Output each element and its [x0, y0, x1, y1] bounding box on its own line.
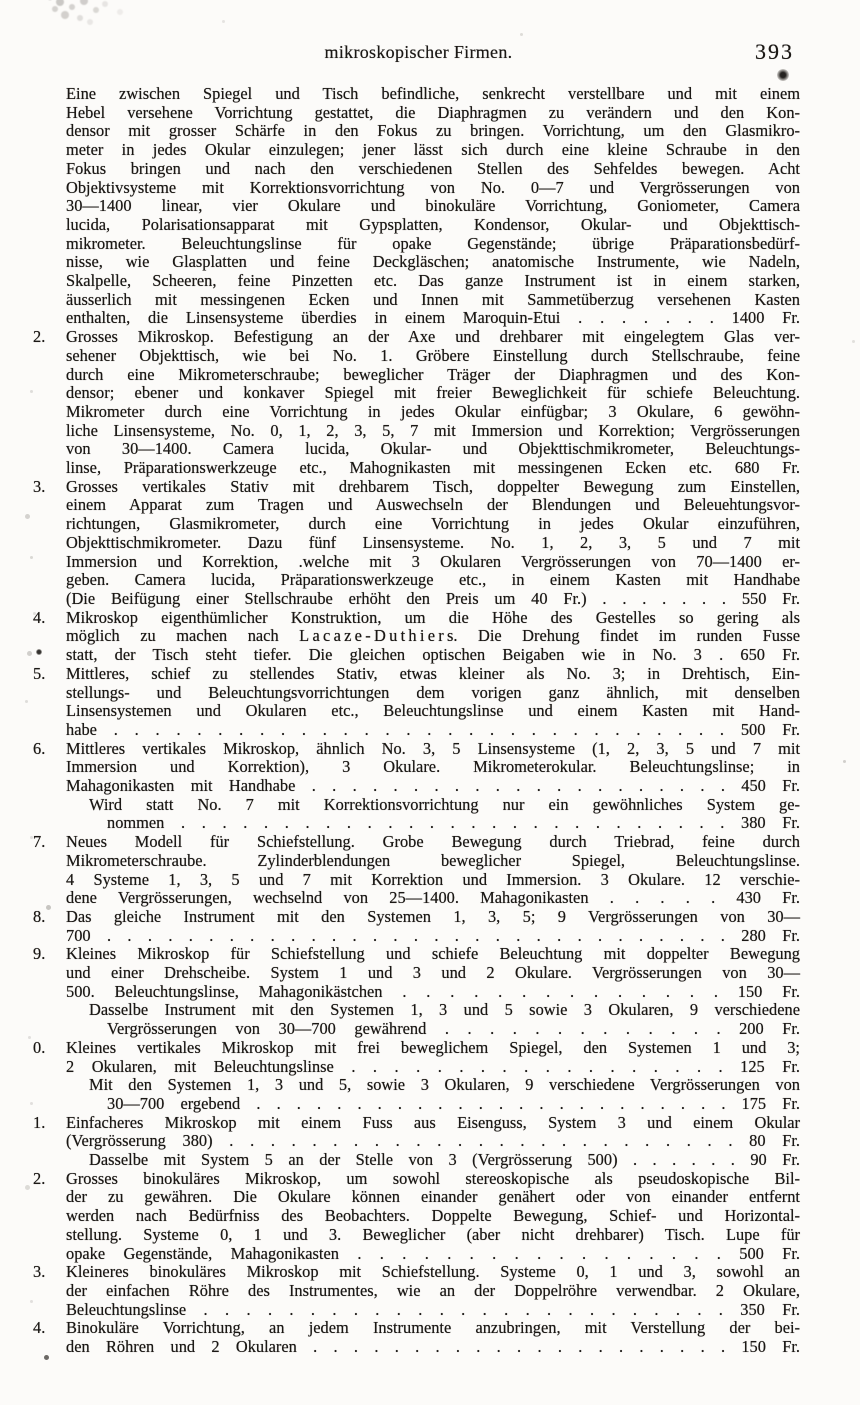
text-line [33, 1168, 800, 1189]
text-line [66, 384, 800, 403]
line-text: Immersion und Korrektion), 3 Okulare. Mikrometerokular. Beleuchtungslinse; in [66, 757, 800, 777]
line-text: dene Vergrösserungen, wechselnd von 25—1400. Mahagonikasten . . . . . 430 Fr. [66, 888, 800, 908]
line-text: Mahagonikasten mit Handhabe . . . . . . . . . . . . . . . . . . . . . 450 Fr. [66, 776, 800, 796]
line-text: richtungen, Glasmikrometer, durch eine Vorrichtung in jedes Okular einzuführen, [66, 514, 800, 534]
line-text: Dasselbe Instrument mit den Systemen 1, 3 und 5 sowie 3 Okularen, 9 verschiedene [89, 1000, 800, 1020]
line-text: 2 Okularen, mit Beleuchtungslinse . . . . . . . . . . . . . . . . . . 125 Fr. [66, 1056, 800, 1076]
text-line [66, 983, 800, 1002]
text-line [66, 1207, 800, 1226]
line-text: 4 Systeme 1, 3, 5 und 7 mit Korrektion und Immersion. 3 Okulare. 12 verschie- [66, 869, 800, 889]
text-line [66, 403, 800, 422]
text-line [66, 1151, 800, 1170]
line-text: einem Apparat zum Tragen und Auswechseln der Blendungen und Beleuehtungsvor- [66, 495, 800, 515]
text-line [66, 1058, 800, 1077]
line-text: Fokus bringen und nach den verschiedenen Stellen des Sehfeldes bewegen. Acht [66, 158, 800, 178]
line-text: den Röhren und 2 Okularen . . . . . . . . . . . . . . . . . . . . . 150 Fr. [66, 1337, 800, 1357]
line-text: (Die Beifügung einer Stellschraube erhöht den Preis um 40 Fr.) . . . . . . . 550 Fr. [66, 588, 800, 608]
text-line [66, 179, 800, 198]
item-number: 8. [33, 906, 46, 926]
item-number: 3. [33, 1262, 46, 1282]
line-text: durch eine Mikrometerschraube; beweglicher Träger der Diaphragmen und des Kon- [66, 364, 800, 384]
line-text: opake Gegenstände, Mahagonikasten . . . . . . . . . . . . . . . . . 500 Fr. [66, 1243, 800, 1263]
line-text: Mikroskop eigenthümlicher Konstruktion, um die Höhe des Gestelles so gering als [66, 607, 800, 627]
line-text: nisse, wie Glasplatten und feine Deckgläschen; anatomische Instrumente, wie Nadeln, [66, 252, 800, 272]
text-line [66, 1095, 800, 1114]
line-text: Eine zwischen Spiegel und Tisch befindliche, senkrecht verstellbare und mit einem [66, 84, 800, 103]
text-line [66, 1001, 800, 1020]
line-text: Neues Modell für Schiefstellung. Grobe Bewegung durch Triebrad, feine durch [66, 832, 800, 852]
line-text: Immersion und Korrektion, .welche mit 3 Okularen Vergrösserungen von 70—1400 er- [66, 551, 800, 571]
line-text: Vergrösserungen von 30—700 gewährend . . . . . . . . . . . . . 200 Fr. [107, 1019, 800, 1039]
price-list [33, 84, 800, 1357]
text-line [66, 122, 800, 141]
text-line [33, 832, 800, 852]
text-line [66, 627, 800, 646]
text-line [33, 738, 800, 759]
line-text: linse, Präparationswerkzeuge etc., Mahognikasten mit messingenen Ecken etc. 680 Fr. [66, 458, 800, 478]
text-line [66, 272, 800, 291]
item-number: 7. [33, 832, 46, 852]
text-line [66, 758, 800, 777]
line-text: Kleines Mikroskop für Schiefstellung und schiefe Beleuchtung mit doppelter Bewegung [66, 944, 800, 964]
text-line [33, 327, 800, 347]
text-line [66, 646, 800, 665]
text-line [33, 663, 800, 684]
line-text: statt, der Tisch steht tiefer. Die gleichen optischen Beigaben wie in No. 3 . 650 Fr. [66, 645, 800, 665]
line-text: stellungs- und Beleuchtungsvorrichtungen dem vorigen ganz ähnlich, mit denselben [66, 682, 800, 702]
item-number: 4. [33, 607, 46, 627]
text-line [66, 814, 800, 833]
text-line [66, 590, 800, 609]
item-number: 2. [33, 1168, 46, 1188]
line-text: werden nach Bedürfniss des Beobachters. Doppelte Bewegung, Schief- und Horizontal- [66, 1206, 800, 1226]
line-text: Kleines vertikales Mikroskop mit frei beweglichem Spiegel, den Systemen 1 und 3; [66, 1037, 800, 1057]
text-line [33, 1037, 800, 1058]
text-line [66, 496, 800, 515]
text-line [33, 1262, 800, 1282]
text-line [66, 366, 800, 385]
line-text: enthalten, die Linsensysteme überdies in einem Maroquin-Etui . . . . . . . 1400 Fr. [66, 308, 800, 328]
line-text: Skalpelle, Scheeren, feine Pinzetten etc. Das ganze Instrument ist in einem starken, [66, 271, 800, 291]
line-text: 500. Beleuchtungslinse, Mahagonikästchen . . . . . . . . . . . . . . 150 Fr. [66, 981, 800, 1001]
text-line [66, 553, 800, 572]
text-line [66, 347, 800, 366]
text-line [66, 1076, 800, 1095]
line-text: habe . . . . . . . . . . . . . . . . . . . . . . . . . . . . . . 500 Fr. [66, 719, 800, 739]
line-text: der zu gewähren. Die Okulare können einander genähert oder von einander entfernt [66, 1187, 800, 1207]
text-line [66, 702, 800, 721]
line-text: Linsensystemen und Okularen etc., Beleuchtungslinse und einem Kasten mit Hand- [66, 701, 800, 721]
ink-dot [44, 1355, 49, 1360]
text-line [33, 476, 800, 497]
text-line [33, 1318, 800, 1338]
line-text: densor; ebener und konkaver Spiegel mit freier Beweglichkeit für schiefe Beleuchtung. [66, 383, 800, 403]
item-number: 2. [33, 327, 46, 347]
item-number: 9. [33, 944, 46, 964]
text-line [66, 684, 800, 703]
line-text: Objektivsysteme mit Korrektionsvorrichtung von No. 0—7 und Vergrösserungen von [66, 177, 800, 197]
text-line [66, 291, 800, 310]
line-text: und einer Drehscheibe. System 1 und 3 und 2 Okulare. Vergrösserungen von 30— [66, 963, 800, 983]
text-line [66, 309, 800, 328]
line-text: von 30—1400. Camera lucida, Okular- und Objekttischmikrometer, Beleuchtungs- [66, 439, 800, 459]
text-line [66, 534, 800, 553]
line-text: Einfacheres Mikroskop mit einem Fuss aus Eisenguss, System 3 und einem Okular [66, 1112, 800, 1132]
text-line [66, 1282, 800, 1301]
line-text: Objekttischmikrometer. Dazu fünf Linsensysteme. No. 1, 2, 3, 5 und 7 mit [66, 532, 800, 552]
line-text: nommen . . . . . . . . . . . . . . . . . . . . . . . . . . . 380 Fr. [107, 813, 800, 833]
line-text: Mittleres, schief zu stellendes Stativ, etwas kleiner als No. 3; in Drehtisch, Ein- [66, 663, 800, 683]
text-line [66, 197, 800, 216]
text-line [66, 777, 800, 796]
line-text: der einfachen Röhre des Instrumentes, wie an der Doppelröhre verwendbar. 2 Okulare, [66, 1281, 800, 1300]
line-text: meter in jedes Okular einzulegen; jener lässt sich durch eine kleine Schraube in den [66, 140, 800, 160]
text-line [66, 1338, 800, 1357]
text-line [33, 607, 800, 628]
line-text: Kleineres binokuläres Mikroskop mit Schiefstellung. Systeme 0, 1 und 3, sowohl an [66, 1262, 800, 1282]
text-line [66, 927, 800, 946]
item-number: 1. [33, 1112, 46, 1132]
line-text: Mit den Systemen 1, 3 und 5, sowie 3 Okularen, 9 verschiedene Vergrösserungen von [89, 1075, 800, 1095]
line-text: Grosses binokuläres Mikroskop, um sowohl stereoskopische als pseudoskopische Bil- [66, 1168, 800, 1188]
text-line [66, 871, 800, 890]
line-text: 30—1400 linear, vier Okulare und binokuläre Vorrichtung, Goniometer, Camera [66, 196, 800, 216]
text-line [66, 796, 800, 815]
text-line [33, 1112, 800, 1133]
item-number: 4. [33, 1318, 46, 1338]
text-line [66, 571, 800, 590]
text-line [66, 1226, 800, 1245]
text-line [66, 1020, 800, 1039]
text-line [66, 1132, 800, 1151]
text-line [66, 1245, 800, 1264]
line-text: stellung. Systeme 0, 1 und 3. Beweglicher (aber nicht drehbarer) Tisch. Lupe für [66, 1224, 800, 1244]
text-line [66, 422, 800, 441]
line-text: densor mit grosser Schärfe in den Fokus zu bringen. Vorrichtung, um den Glasmikro- [66, 121, 800, 141]
line-text: Grosses Mikroskop. Befestigung an der Axe und drehbarer mit eingelegtem Glas ver- [66, 327, 800, 347]
text-line [66, 216, 800, 235]
line-text: Das gleiche Instrument mit den Systemen 1, 3, 5; 9 Vergrösserungen von 30— [66, 906, 800, 926]
ink-dot [777, 69, 789, 81]
text-line [66, 515, 800, 534]
text-line [66, 964, 800, 983]
item-number: 3. [33, 476, 46, 496]
line-text: Hebel versehene Vorrichtung gestattet, die Diaphragmen zu verändern und den Kon- [66, 102, 800, 122]
line-text: lucida, Polarisationsapparat mit Gypsplatten, Kondensor, Okular- und Objekttisch- [66, 214, 800, 234]
line-text: äusserlich mit messingenen Ecken und Innen mit Sammetüberzug versehenen Kasten [66, 289, 800, 309]
text-line [66, 1301, 800, 1320]
item-number: 0. [33, 1037, 46, 1057]
text-line [66, 440, 800, 459]
line-text: liche Linsensysteme, No. 0, 1, 2, 3, 5, 7 mit Immersion und Korrektion; Vergrösserungen [66, 420, 800, 440]
text-line [33, 944, 800, 964]
line-text: Wird statt No. 7 mit Korrektionsvorrichtung nur ein gewöhnliches System ge- [89, 794, 800, 814]
line-text: Grosses vertikales Stativ mit drehbarem Tisch, doppelter Bewegung zum Einstellen, [66, 476, 800, 496]
scan-specks [0, 0, 3, 3]
line-text: geben. Camera lucida, Präparationswerkzeuge etc., in einem Kasten mit Handhabe [66, 570, 800, 590]
text-line [66, 852, 800, 871]
line-text: 700 . . . . . . . . . . . . . . . . . . . . . . . . . . . . . . . 280 Fr. [66, 925, 800, 945]
line-text: Beleuchtungslinse . . . . . . . . . . . . . . . . . . . . . . . . . 350 Fr. [66, 1299, 800, 1319]
text-line [66, 459, 800, 478]
text-line [66, 235, 800, 254]
ink-dot [36, 649, 42, 655]
text-line [66, 253, 800, 272]
text-line [66, 85, 800, 104]
text-line [66, 104, 800, 123]
page-number: 393 [755, 39, 794, 64]
text-line [33, 906, 800, 927]
line-text: sehener Objekttisch, wie bei No. 1. Gröbere Einstellung durch Stellschraube, feine [66, 345, 800, 365]
text-line [66, 889, 800, 908]
line-text: 30—700 ergebend . . . . . . . . . . . . . . . . . . . . . . . . 175 Fr. [107, 1093, 800, 1113]
item-number: 5. [33, 663, 46, 683]
text-line [66, 721, 800, 740]
line-text: Mikrometer durch eine Vorrichtung in jedes Okular einfügbar; 3 Okulare, 6 gewöhn- [66, 401, 800, 421]
page-header [33, 39, 804, 68]
line-text: (Vergrösserung 380) . . . . . . . . . . . . . . . . . . . . . . . . . 80 Fr. [66, 1131, 800, 1151]
text-line [66, 1188, 800, 1207]
line-text: Mikrometerschraube. Zylinderblendungen beweglicher Spiegel, Beleuchtungslinse. [66, 850, 800, 870]
line-text: mikrometer. Beleuchtungslinse für opake Gegenstände; übrige Präparationsbedürf- [66, 233, 800, 253]
line-text: möglich zu machen nach L a c a z e - D u t h i e r s. Die Drehung findet im runden Fusse [66, 626, 800, 646]
line-text: Mittleres vertikales Mikroskop, ähnlich No. 3, 5 Linsensysteme (1, 2, 3, 5 und 7 mit [66, 738, 800, 758]
item-number: 6. [33, 738, 46, 758]
line-text: Binokuläre Vorrichtung, an jedem Instrumente anzubringen, mit Verstellung der bei- [66, 1318, 800, 1338]
running-title: mikroskopischer Firmen. [324, 42, 513, 62]
text-line [66, 141, 800, 160]
line-text: Dasselbe mit System 5 an der Stelle von 3 (Vergrösserung 500) . . . . . . 90 Fr. [89, 1150, 800, 1170]
text-line [66, 160, 800, 179]
